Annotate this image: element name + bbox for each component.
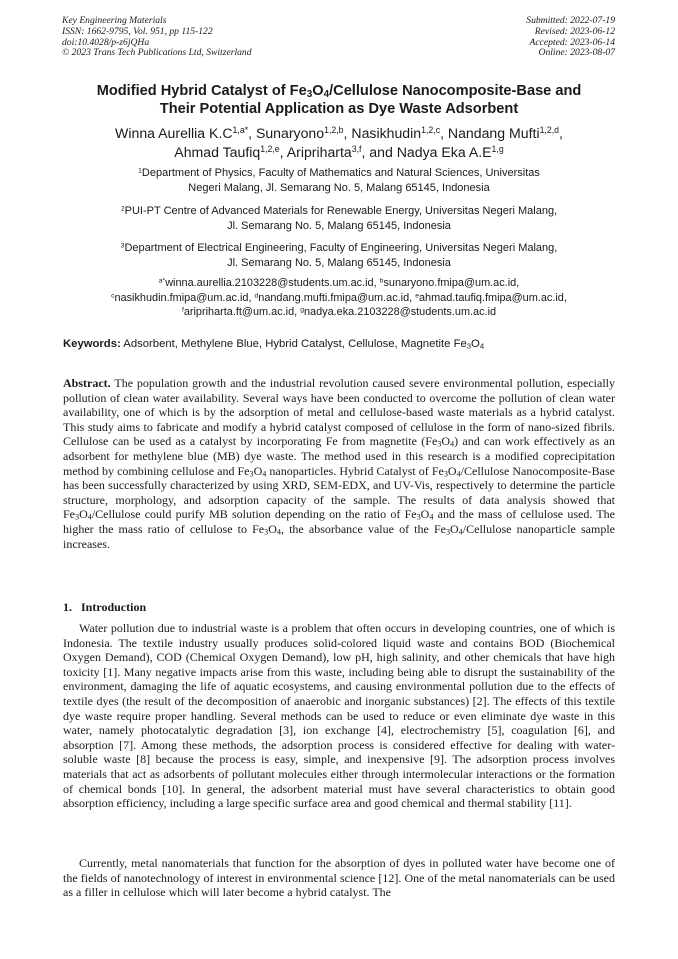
author: Nadya Eka A.E <box>396 143 492 160</box>
affiliation-3: $^3$Department of Electrical Engineering, Faculty of Engineering, Universitas Negeri Malang, Jl. Semarang No. 5, Malang 65145, Indonesia <box>120 242 558 269</box>
paper-title <box>40 82 638 118</box>
affiliation-2: $^2$PUI-PT Centre of Advanced Materials for Renewable Energy, Universitas Negeri Malang, Jl. Semarang No. 5, Malang 65145, Indonesia <box>120 205 558 232</box>
keywords: Keywords: Adsorbent, Methylene Blue, Hybrid Catalyst, Cellulose, Magnetite $Fe_3O_4$ <box>63 338 485 351</box>
author: Sunaryono <box>255 125 325 141</box>
doi-line: doi:10.4028/p-z6jQHa <box>62 36 150 48</box>
copyright-line: © 2023 Trans Tech Publications Ltd, Switzerland <box>62 47 252 59</box>
affiliation-1: $^1$Department of Physics, Faculty of Mathematics and Natural Sciences, Universitas Negeri Malang, Jl. Semarang No. 5, Malang 65145, Indonesia <box>138 167 540 194</box>
title-line-2: Their Potential Application as Dye Waste Adsorbent <box>159 101 519 117</box>
author: Ahmad Taufiq <box>174 143 261 160</box>
abstract: Abstract. The population growth and the industrial revolution caused severe environmental pollution, especially pollution of clean water availability. Several ways have been conducted to overcome the pollution of clean water availability, one of which is by the adsorption of metal and cellulose-based waste materials as a hybrid catalyst. This study aims to fabricate and modify a hybrid catalyst composed of cellulose in the form of nano-sized fibrils. Cellulose can be used as a catalyst by incorporating Fe from magnetite $(Fe_3O_4)$ and can work effectively as an adsorbent for methylene blue (MB) dye waste. The method used in this research is a modified coprecipitation method by combining cellulose and $Fe_3O_4$ nanoparticles. Hybrid Catalyst of $Fe_3O_4$/Cellulose Nanocomposite-Base has been successfully characterized by using XRD, SEM-EDX, and UV-Vis, respectively to determine the particle structure, morphology, and adsorption capacity of the sample. The results of data analysis showed that $Fe_3O_4$/Cellulose could purify MB solution depending on the ratio of $Fe_3O_4$ and the mass of cellulose used. The higher the mass ratio of cellulose to $Fe_3O_4$, the absorbance value of the $Fe_3O_4$/Cellulose nanoparticle sample increases. <box>63 376 616 551</box>
section-heading-introduction: 1. Introduction <box>63 600 147 614</box>
issn-line: ISSN: 1662-9795, Vol. 951, pp 115-122 <box>62 25 213 37</box>
author-emails: $^{a*}$winna.aurellia.2103228@students.um.ac.id, $^b$sunaryono.fmipa@um.ac.id, $^c$nasikhudin.fmipa@um.ac.id, $^d$nandang.mufti.fmipa@um.ac.id, $^e$ahmad.taufiq.fmipa@um.ac.id, $^f$aripriharta.ft@um.ac.id, $^g$nadya.eka.2103228@students.um.ac.id <box>111 277 567 318</box>
intro-paragraph-2: Currently, metal nanomaterials that function for the absorption of dyes in polluted water have become one of the fields of nanotechnology of interest in environmental science [12]. One of the metal nanomaterials can be used as a filler in cellulose which will later become a hybrid catalyst. The <box>63 856 615 900</box>
intro-paragraph-1: Water pollution due to industrial waste is a problem that often occurs in developing countries, one of which is Indonesia. The textile industry usually produces solid-colored liquid waste and contains BOD (Biochemical Oxygen Demand), COD (Chemical Oxygen Demand), low pH, high salinity, and other chemicals that have high toxicity [1]. Many negative impacts arise from this waste, including being able to disrupt the sustainability of the environment, damaging the life of aquatic ecosystems, and causing environmental pollution due to the effects of textile dyes (the result of the decomposition of anaerobic and inorganic substances) [2]. The effects of this textile dye waste require proper handling. Several methods can be used to reduce or even eliminate dye waste in this water, namely photocatalytic degradation [3], ion exchange [4], electrochemistry [5], coagulation [6], and absorption [7]. Among these methods, the adsorption process is considered effective for dealing with water-soluble waste [8] because the process is easy, simple, and inexpensive [9]. The adsorption process involves materials that act as adsorbents of pollutant molecules either through intermolecular interactions or the formation of chemical bonds [10]. In general, the adsorbent material must have several characteristics to obtain good absorption efficiency, including a large specific surface area and good chemical and thermal stability [11]. <box>63 621 615 811</box>
author: Winna Aurellia K.C <box>115 125 233 141</box>
dates-header <box>526 16 615 59</box>
email: nandang.mufti.fmipa@um.ac.id, <box>258 291 416 304</box>
email: sunaryono.fmipa@um.ac.id, <box>383 277 520 289</box>
email: nadya.eka.2103228@students.um.ac.id <box>303 306 497 318</box>
accepted-date: Accepted: 2023-06-14 <box>529 36 615 48</box>
title-line-1: Modified Hybrid Catalyst of $Fe_3O_4$/Cellulose Nanocomposite-Base and <box>96 83 582 100</box>
journal-header <box>62 16 252 59</box>
submitted-date: Submitted: 2022-07-19 <box>526 15 615 26</box>
email: winna.aurellia.2103228@students.um.ac.id, <box>165 277 380 289</box>
online-date: Online: 2023-08-07 <box>538 47 615 59</box>
revised-date: Revised: 2023-06-12 <box>534 25 615 37</box>
abstract-label: Abstract. <box>63 376 111 390</box>
author: Aripriharta <box>286 143 352 160</box>
email: aripriharta.ft@um.ac.id, <box>183 306 301 318</box>
journal-name: Key Engineering Materials <box>62 15 167 26</box>
author-list: Winna Aurellia $K.C^{1,a*}$, Sunaryono$^{1,2,b}$, Nasikhudin$^{1,2,c}$, Nandang Mufti$^{1,2,d}$, Ahmad Taufiq$^{1,2,e}$, Aripriharta$^{3,f}$, and Nadya Eka $A.E^{1,g}$ <box>115 125 563 160</box>
author: Nandang Mufti <box>447 125 540 141</box>
keywords-label: Keywords: <box>63 338 121 350</box>
email: ahmad.taufiq.fmipa@um.ac.id, <box>418 291 567 304</box>
email: nasikhudin.fmipa@um.ac.id, <box>114 291 255 304</box>
author: Nasikhudin <box>351 125 422 141</box>
